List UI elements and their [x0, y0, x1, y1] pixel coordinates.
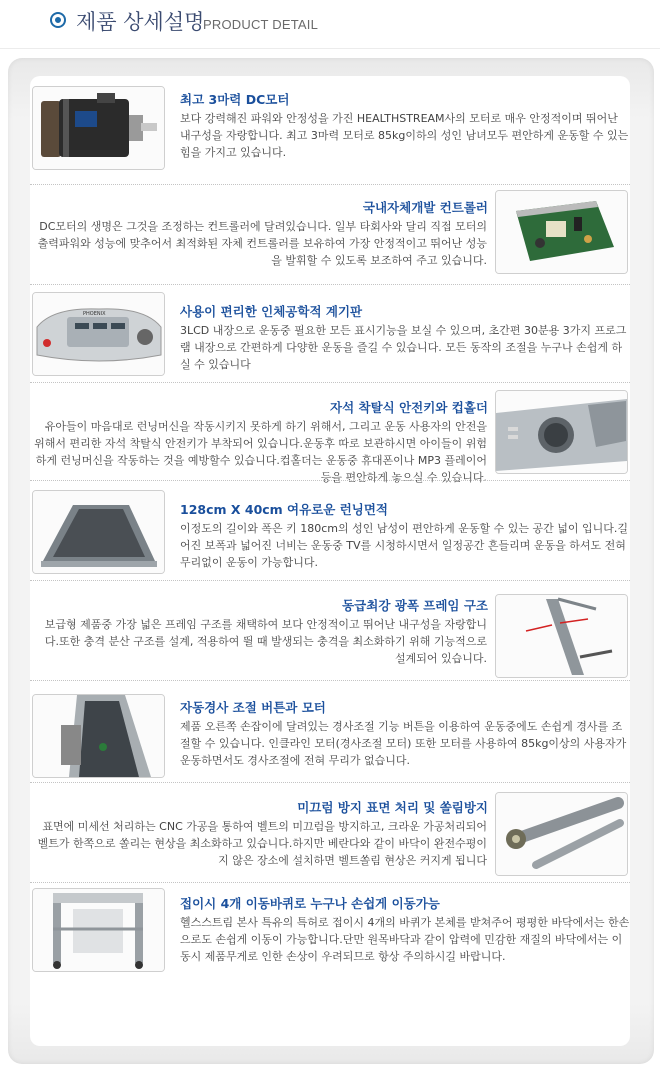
feature-frame [30, 588, 630, 680]
item-divider [30, 580, 630, 581]
item-divider [30, 184, 630, 185]
folding-wheels-image [32, 888, 165, 972]
feature-description: 표면에 미세선 처리하는 CNC 가공을 통하여 벨트의 미끄럼을 방지하고, 크라운 가공처리되어 벨트가 한쪽으로 쏠리는 현상을 최소화하고 있습니다.하지만 베란다와 같이 바닥이 완전수평이지 않은 장소에 설치하면 벨트쏠림 현상은 커지게 됩니다 [37, 820, 487, 867]
feature-description: 보다 강력해진 파워와 안정성을 가진 HEALTHSTREAM사의 모터로 매우 안정적이며 뛰어난 내구성을 자랑합니다. 최고 3마력 모터로 85kg이하의 성인 남녀모두 편안하게 운동할 수 있는 힘을 가지고 있습니다. [180, 112, 629, 159]
feature-incline [30, 694, 630, 786]
feature-anti-slip [30, 790, 630, 882]
feature-title: 접이시 4개 이동바퀴로 누구나 손쉽게 이동가능 [180, 896, 440, 911]
circle-bullet-icon [52, 14, 64, 26]
incline-motor-image [32, 694, 165, 778]
feature-description: 유아들이 마음대로 런닝머신을 작동시키지 못하게 하기 위해서, 그리고 운동 사용자의 안전을 위해서 편리한 자석 착탈식 안전키가 부착되어 있습니다.운동후 따로 보관하시면 아이들이 위험하게 런닝머신을 작동하는 것을 예방할수 있습니다.컵홀더는 운동중 휴대폰이나 MP3 플레이어등을 편안하게 놓으실 수 있습니다. [34, 420, 487, 484]
item-divider [30, 480, 630, 481]
control-console-image [32, 292, 165, 376]
feature-description: DC모터의 생명은 그것을 조정하는 컨트롤러에 달려있습니다. 일부 타회사와 달리 직접 모터의 출력파워와 성능에 맞추어서 최적화된 자체 컨트롤러를 보유하여 가장 안정적이고 뛰어난 성능을 발휘할 수 있도록 보조하여 주고 있습니다. [37, 220, 487, 267]
feature-description: 보급형 제품중 가장 넓은 프레임 구조를 채택하여 보다 안정적이고 뛰어난 내구성을 자랑합니다.또한 충격 분산 구조를 설계, 적용하여 뛸 때 발생되는 충격을 최소화하기 위해 기능적으로 설계되어 있습니다. [44, 618, 487, 665]
feature-title: 128cm X 40cm 여유로운 런닝면적 [180, 502, 389, 517]
section-title: 제품 상세설명 [76, 10, 205, 34]
feature-running-area [30, 490, 630, 582]
feature-title: 동급최강 광폭 프레임 구조 [342, 598, 488, 613]
feature-safety-key [30, 390, 630, 482]
feature-title: 자석 착탈식 안전키와 컵홀더 [330, 400, 488, 415]
detail-panel [8, 58, 654, 1064]
feature-description: 헬스스트림 본사 특유의 특허로 접이시 4개의 바퀴가 본체를 받쳐주어 평평한 바닥에서는 한손으로도 손쉽게 이동이 가능합니다.단만 원목바닥과 같이 압력에 민감한 재질의 바닥에서는 이동시 제품무게로 인한 손상이 우려되므로 항상 주의하시길 바랍니다. [180, 916, 630, 963]
feature-description: 제품 오른쪽 손잡이에 달려있는 경사조절 기능 버튼을 이용하여 운동중에도 손쉽게 경사를 조절할 수 있습니다. 인클라인 모터(경사조절 모터) 또한 모터를 사용하여 85kg이상의 사용자가 운동하면서도 경사조절에 전혀 무리가 없습니다. [180, 720, 627, 767]
feature-title: 미끄럼 방지 표면 처리 및 쏠림방지 [297, 800, 488, 815]
cup-holder-image [495, 390, 628, 474]
dc-motor-image [32, 86, 165, 170]
header-divider [0, 48, 660, 49]
section-subtitle: PRODUCT DETAIL [203, 17, 319, 32]
frame-structure-image [495, 594, 628, 678]
running-deck-image [32, 490, 165, 574]
console-brand-text: PHOENIX [83, 311, 106, 317]
feature-controller [30, 190, 630, 282]
controller-board-image [495, 190, 628, 274]
item-divider [30, 782, 630, 783]
feature-title: 최고 3마력 DC모터 [180, 92, 290, 107]
feature-wheels [30, 888, 630, 980]
feature-description: 3LCD 내장으로 운동중 필요한 모든 표시기능을 보실 수 있으며, 초간편 30분용 3가지 프로그램 내장으로 간편하게 다양한 운동을 즐길 수 있습니다. 모든 동작의 조절을 누구나 손쉽게 하실 수 있습니다 [180, 324, 627, 371]
item-divider [30, 882, 630, 883]
item-divider [30, 382, 630, 383]
feature-title: 사용이 편리한 인체공학적 계기판 [180, 304, 363, 319]
feature-dc-motor [30, 86, 630, 178]
feature-description: 이정도의 길이와 폭은 키 180cm의 성인 남성이 편안하게 운동할 수 있는 공간 넓이 입니다.길어진 보폭과 넓어진 너비는 운동중 TV를 시청하시면서 일정공간 흔들리며 운동을 하셔도 전혀 무리없이 운동이 가능합니다. [180, 522, 628, 569]
section-header [0, 0, 660, 56]
rollers-image [495, 792, 628, 876]
detail-content [30, 76, 630, 1046]
feature-console [30, 292, 630, 384]
feature-title: 국내자체개발 컨트롤러 [362, 200, 488, 215]
item-divider [30, 284, 630, 285]
feature-title: 자동경사 조절 버튼과 모터 [180, 700, 326, 715]
item-divider [30, 680, 630, 681]
